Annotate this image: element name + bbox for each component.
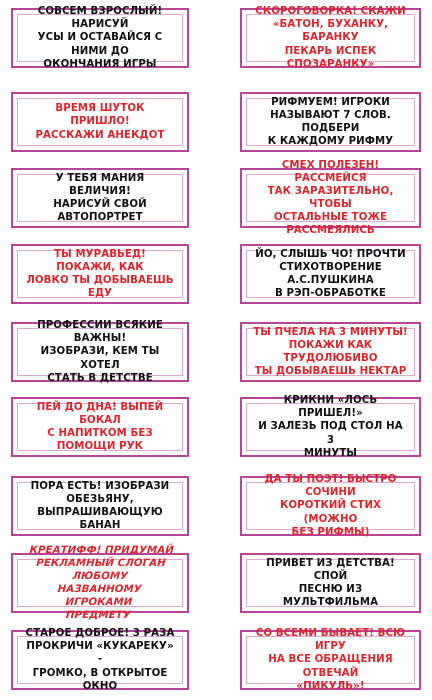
task-card [240, 397, 421, 457]
task-card-text: КРИКНИ «ЛОСЬ ПРИШЕЛ!» И ЗАЛЕЗЬ ПОД СТОЛ НА 3 МИНУТЫ [258, 395, 403, 459]
task-card-text: СТАРОЕ ДОБРОЕ! 3 РАЗА ПРОКРИЧИ «КУКАРЕКУ» - ГРОМКО, В ОТКРЫТОЕ ОКНО [25, 628, 175, 692]
task-card [11, 476, 189, 536]
task-card [11, 92, 189, 152]
task-card-frame [246, 559, 415, 607]
task-card [240, 159, 421, 237]
task-card-text: У ТЕБЯ МАНИЯ ВЕЛИЧИЯ! НАРИСУЙ СВОЙ АВТОПОРТРЕТ [53, 172, 147, 224]
task-card [11, 630, 189, 690]
task-card [11, 544, 189, 622]
task-card [240, 8, 421, 68]
task-card [11, 397, 189, 457]
task-card-frame [246, 474, 415, 538]
task-card [11, 244, 189, 304]
task-card-text: ДА ТЫ ПОЭТ! БЫСТРО СОЧИНИ КОРОТКИЙ СТИХ (МОЖНО БЕЗ РИФМЫ) [264, 474, 397, 538]
task-card-text: ТЫ ПЧЕЛА НА 3 МИНУТЫ! ПОКАЖИ КАК ТРУДОЛЮБИВО ТЫ ДОБЫВАЕШЬ НЕКТАР [253, 326, 408, 378]
task-card-text: ЙО, СЛЫШЬ ЧО! ПРОЧТИ СТИХОТВОРЕНИЕ А.С.ПУШКИНА В РЭП-ОБРАБОТКЕ [255, 248, 406, 300]
task-card-frame [246, 395, 415, 459]
task-card-frame [246, 328, 415, 376]
task-card-frame [17, 6, 183, 70]
task-card [11, 322, 189, 382]
task-card [240, 476, 421, 536]
task-card-text: ПРОФЕССИИ ВСЯКИЕ ВАЖНЫ! ИЗОБРАЗИ, КЕМ ТЫ ХОТЕЛ СТАТЬ В ДЕТСТВЕ [37, 320, 163, 384]
task-card-text: ПЕЙ ДО ДНА! ВЫПЕЙ БОКАЛ С НАПИТКОМ БЕЗ ПОМОЩИ РУК [36, 401, 164, 453]
task-card [240, 553, 421, 613]
task-card-text: РИФМУЕМ! ИГРОКИ НАЗЫВАЮТ 7 СЛОВ. ПОДБЕРИ К КАЖДОМУ РИФМУ [267, 96, 394, 148]
task-card-text: СОВСЕМ ВЗРОСЛЫЙ! НАРИСУЙ УСЫ И ОСТАВАЙСЯ С НИМИ ДО ОКОНЧАНИЯ ИГРЫ [37, 6, 163, 70]
task-card-text: ВРЕМЯ ШУТОК ПРИШЛО! РАССКАЖИ АНЕКДОТ [35, 103, 165, 141]
task-card-frame [246, 6, 415, 70]
task-card-frame [246, 98, 415, 146]
task-card-text: ПОРА ЕСТЬ! ИЗОБРАЗИ ОБЕЗЬЯНУ, ВЫПРАШИВАЮЩУЮ БАНАН [30, 480, 170, 532]
task-card-frame [17, 482, 183, 530]
task-card [11, 8, 189, 68]
task-card [240, 244, 421, 304]
task-card-text: ТЫ МУРАВЬЕД! ПОКАЖИ, КАК ЛОВКО ТЫ ДОБЫВАЕШЬ ЕДУ [26, 248, 174, 300]
task-card-frame [17, 250, 183, 298]
task-card-frame [246, 159, 415, 237]
task-card-frame [17, 174, 183, 222]
task-card-text: СКОРОГОВОРКА! СКАЖИ «БАТОН, БУХАНКУ, БАРАНКУ ПЕКАРЬ ИСПЕК СПОЗАРАНКУ» [255, 6, 406, 70]
task-card-text: ПРИВЕТ ИЗ ДЕТСТВА! СПОЙ ПЕСНЮ ИЗ МУЛЬТФИЛЬМА [266, 557, 395, 609]
task-card-text: КРЕАТИФФ! ПРИДУМАЙ РЕКЛАМНЫЙ СЛОГАН ЛЮБОМУ НАЗВАННОМУ ИГРОКАМИ ПРЕДМЕТУ [29, 544, 175, 622]
task-card-frame [246, 628, 415, 692]
task-card [240, 92, 421, 152]
task-card-text: СО ВСЕМИ БЫВАЕТ! ВСЮ ИГРУ НА ВСЕ ОБРАЩЕНИЯ ОТВЕЧАЙ «ПИКУЛЬ»! [255, 628, 406, 692]
task-card-text: СМЕХ ПОЛЕЗЕН! РАССМЕЙСЯ ТАК ЗАРАЗИТЕЛЬНО, ЧТОБЫ ОСТАЛЬНЫЕ ТОЖЕ РАССМЕЯЛИСЬ [267, 159, 394, 237]
task-card-frame [17, 403, 183, 451]
task-card [11, 168, 189, 228]
task-card [240, 630, 421, 690]
task-card-frame [17, 98, 183, 146]
task-card-frame [17, 544, 183, 622]
task-card-frame [246, 250, 415, 298]
task-card-frame [17, 628, 183, 692]
task-card [240, 322, 421, 382]
task-card-frame [17, 320, 183, 384]
